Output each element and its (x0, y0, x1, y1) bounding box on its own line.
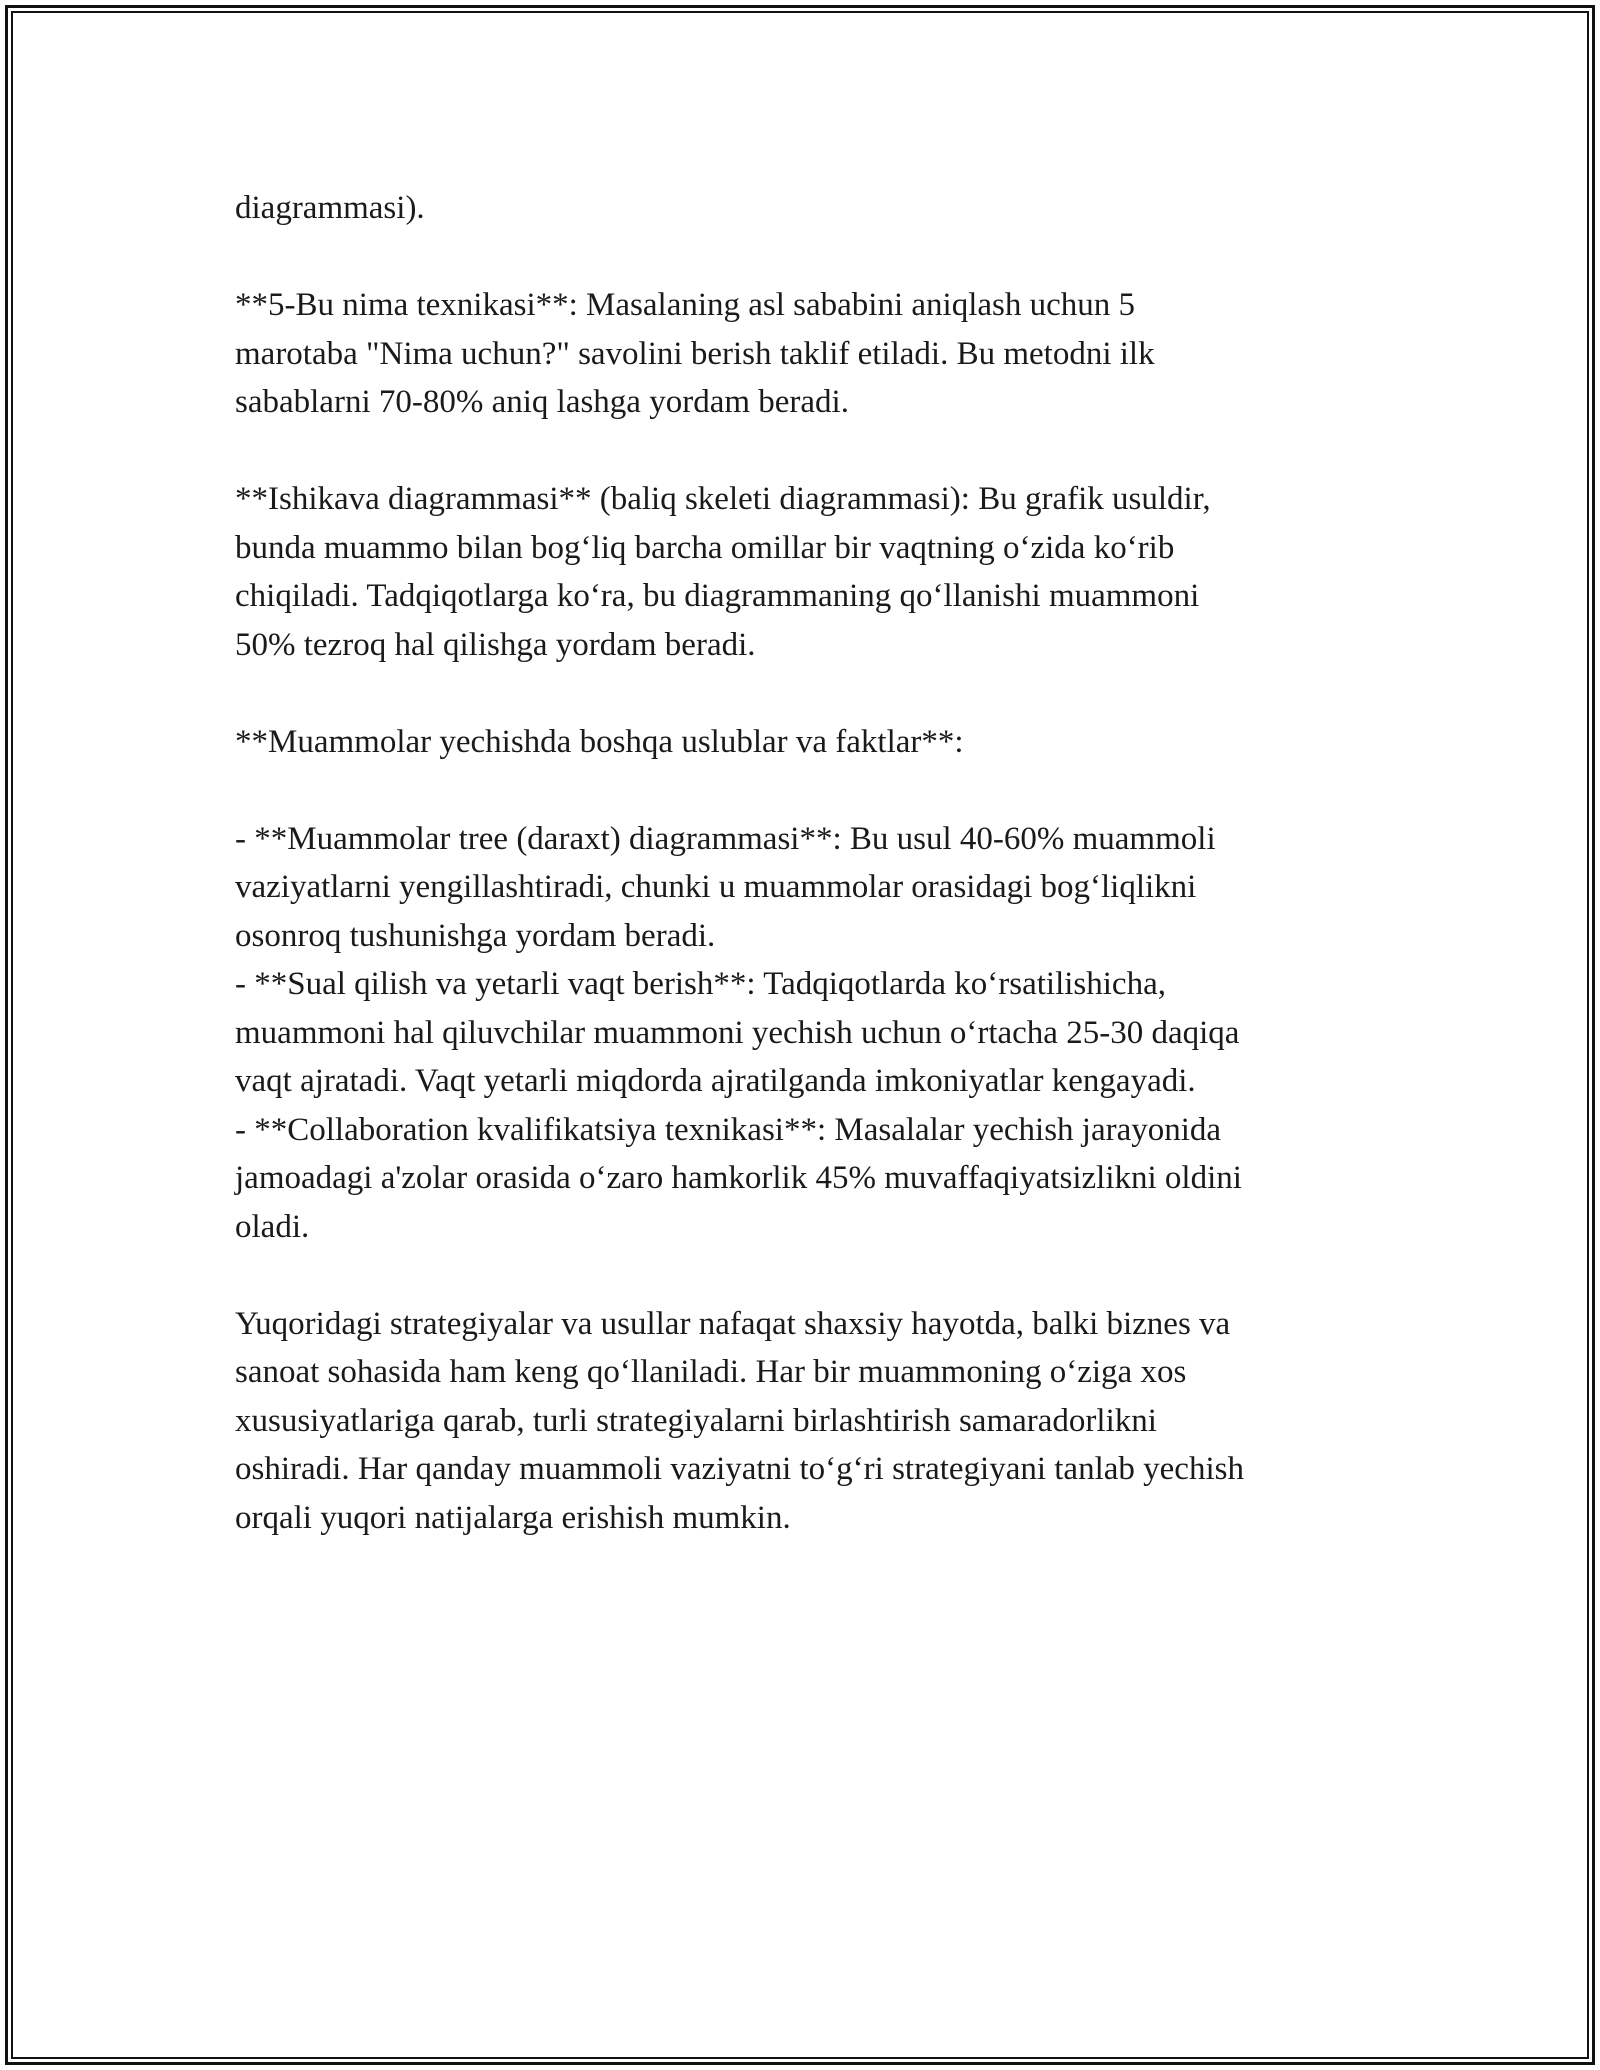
paragraph-conclusion: Yuqoridagi strategiyalar va usullar nafaqat shaxsiy hayotda, balki biznes va sanoat sohasida ham keng qo‘llaniladi. Har bir muammoning o‘ziga xos xususiyatlariga qarab, turli strategiyalarni birlashtirish samaradorlikni oshiradi. Har qanday muammoli vaziyatni to‘g‘ri strategiyani tanlab yechish orqali yuqori natijalarga erishish mumkin. (235, 1305, 1244, 1536)
document-body (235, 184, 1375, 1542)
paragraph-gap (235, 766, 1375, 815)
paragraph-continuation: diagrammasi). (235, 190, 425, 226)
paragraph-gap (235, 669, 1375, 718)
paragraph-5-why-technique: **5-Bu nima texnikasi**: Masalaning asl sababini aniqlash uchun 5 marotaba "Nima uchun?" savolini berish taklif etiladi. Bu metodni ilk sabablarni 70-80% aniq lashga yordam beradi. (235, 287, 1155, 420)
section-heading-other-methods: **Muammolar yechishda boshqa uslublar va faktlar**: (235, 723, 964, 760)
paragraph-ishikawa-diagram: **Ishikava diagrammasi** (baliq skeleti diagrammasi): Bu grafik usuldir, bunda muammo bilan bog‘liq barcha omillar bir vaqtning o‘zida ko‘rib chiqiladi. Tadqiqotlarga ko‘ra, bu diagrammaning qo‘llanishi muammoni 50% tezroq hal qilishga yordam beradi. (235, 481, 1211, 663)
paragraph-gap (235, 427, 1375, 476)
bullet-list-methods: - **Muammolar tree (daraxt) diagrammasi**: Bu usul 40-60% muammoli vaziyatlarni yengillashtiradi, chunki u muammolar orasidagi bog‘liqlikni osonroq tushunishga yordam beradi. - **Sual qilish va yetarli vaqt berish**: Tadqiqotlarda ko‘rsatilishicha, muammoni hal qiluvchilar muammoni yechish uchun o‘rtacha 25-30 daqiqa vaqt ajratadi. Vaqt yetarli miqdorda ajratilganda imkoniyatlar kengayadi. - **Collaboration kvalifikatsiya texnikasi**: Masalalar yechish jarayonida jamoadagi a'zolar orasida o‘zaro hamkorlik 45% muvaffaqiyatsizlikni oldini oladi. (235, 820, 1242, 1245)
paragraph-gap (235, 1251, 1375, 1300)
paragraph-gap (235, 233, 1375, 282)
